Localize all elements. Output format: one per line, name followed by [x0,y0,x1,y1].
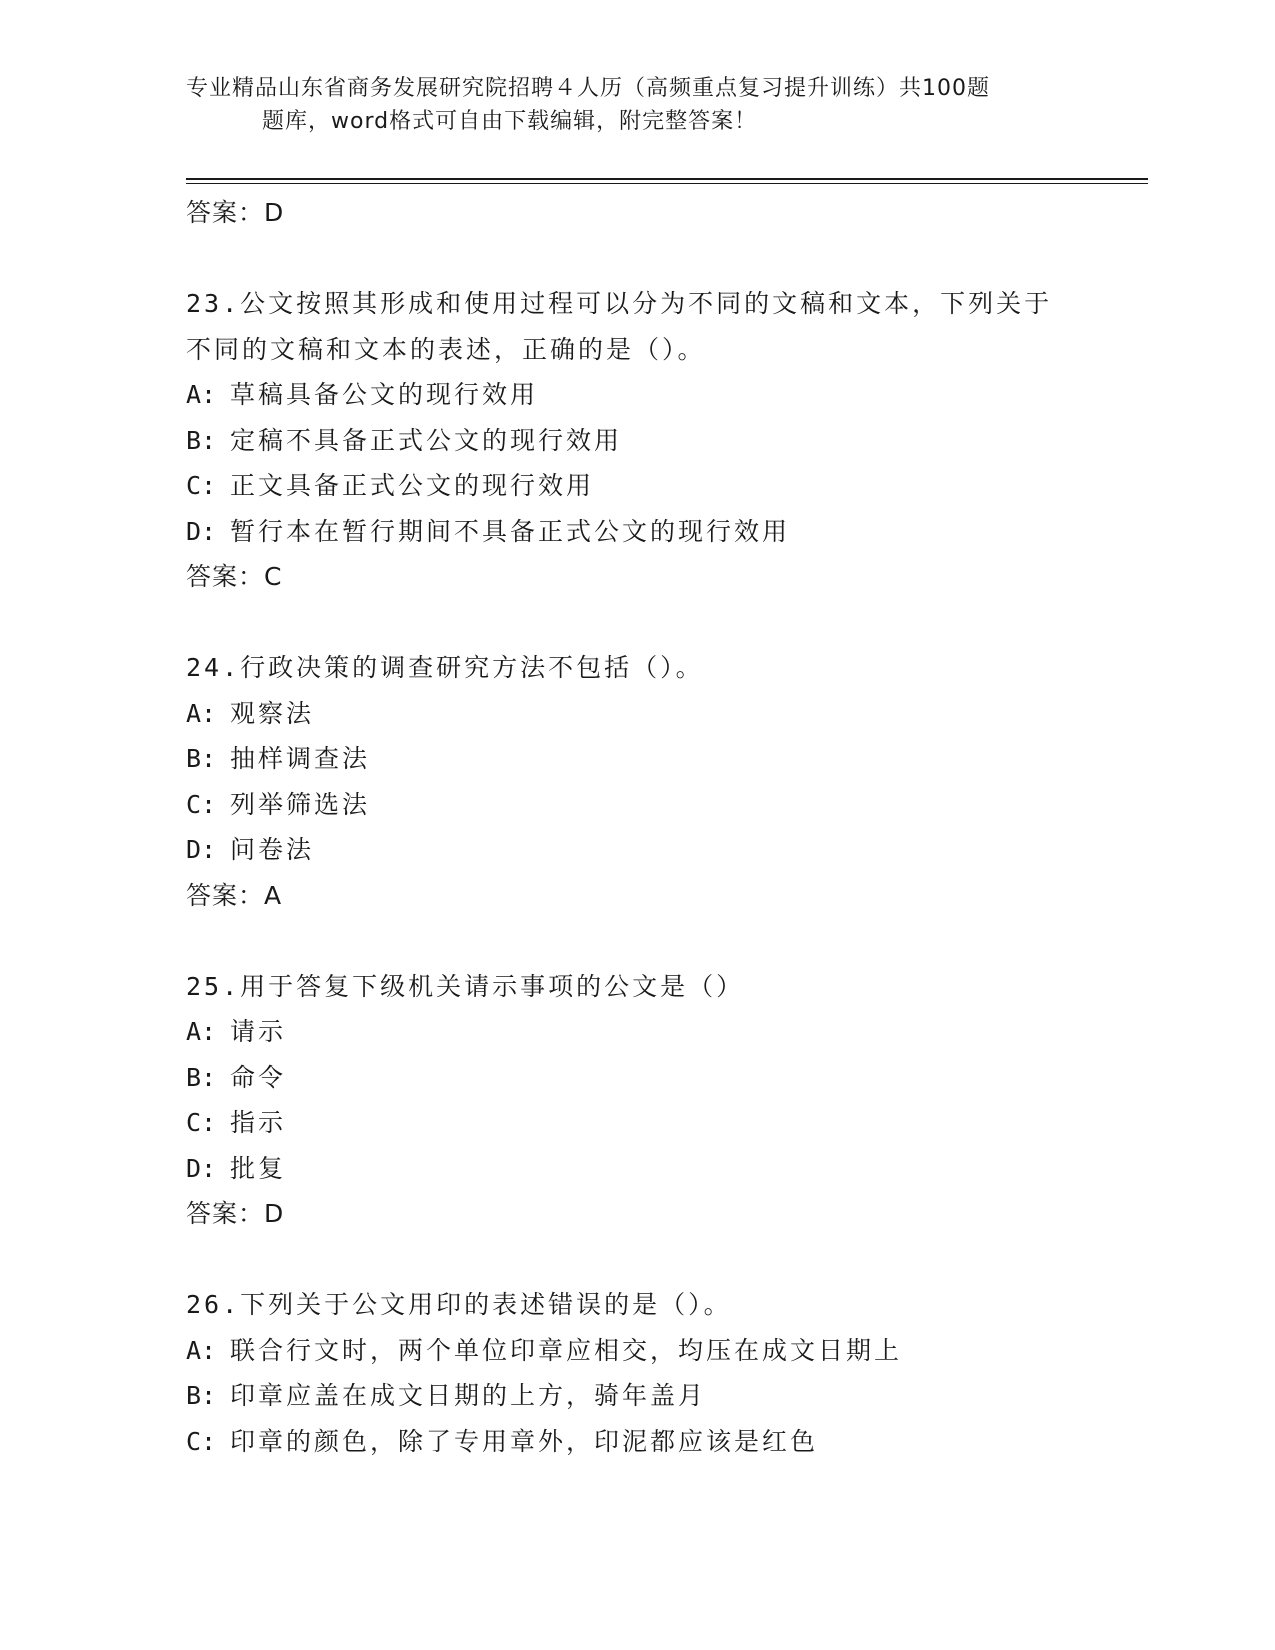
option-text: 联合行文时，两个单位印章应相交，均压在成文日期上 [230,1335,903,1365]
spacer [186,918,1146,964]
question-stem: 26.下列关于公文用印的表述错误的是（）。 [186,1290,732,1319]
option-a [186,1328,1146,1374]
option-c [186,782,1146,828]
option-b [186,1373,1146,1419]
option-text: 印章应盖在成文日期的上方，骑年盖月 [230,1381,707,1410]
option-letter: B: [186,1062,217,1092]
option-letter: C: [186,789,217,819]
option-c [186,1419,1146,1465]
option-b [186,1055,1146,1101]
option-letter: D: [186,1153,217,1183]
spacer [186,1237,1146,1283]
option-letter: C: [186,1108,217,1137]
question-stem: 23.公文按照其形成和使用过程可以分为不同的文稿和文本，下列关于 [186,289,1053,318]
answer-line: 答案：D [186,198,285,227]
option-letter: D: [186,516,217,546]
question-stem-cont: 不同的文稿和文本的表述，正确的是（）。 [186,334,706,364]
option-letter: A: [186,698,217,728]
option-text: 观察法 [230,698,315,728]
option-a [186,1009,1146,1055]
option-b [186,418,1146,464]
option-letter: D: [186,835,217,864]
option-letter: C: [186,471,217,500]
answer-line: 答案：C [186,562,283,591]
option-letter: A: [186,1335,217,1365]
option-text: 请示 [230,1017,287,1046]
option-text: 草稿具备公文的现行效用 [230,380,539,409]
option-text: 问卷法 [230,835,315,864]
document-body [186,190,1146,1464]
page-header [186,72,1086,138]
option-d [186,509,1146,555]
header-rule [186,178,1148,180]
answer-line: 答案：D [186,1199,285,1228]
option-letter: A: [186,380,217,409]
option-text: 列举筛选法 [230,789,371,819]
question-23 [186,281,1146,600]
option-d [186,1146,1146,1192]
header-rule-thin [186,183,1148,184]
option-text: 正文具备正式公文的现行效用 [230,471,595,500]
option-text: 批复 [230,1153,287,1183]
spacer [186,236,1146,282]
option-letter: C: [186,1426,217,1456]
option-text: 抽样调查法 [230,744,371,773]
spacer [186,600,1146,646]
option-letter: B: [186,1381,217,1410]
question-25 [186,964,1146,1237]
option-text: 印章的颜色，除了专用章外，印泥都应该是红色 [230,1426,819,1456]
question-24 [186,645,1146,918]
question-26 [186,1282,1146,1464]
option-text: 暂行本在暂行期间不具备正式公文的现行效用 [230,516,791,546]
question-stem: 24.行政决策的调查研究方法不包括（）。 [186,653,704,682]
option-a [186,372,1146,418]
header-line-1: 专业精品山东省商务发展研究院招聘４人历（高频重点复习提升训练）共100题 [186,76,990,101]
option-c [186,1100,1146,1146]
option-a [186,691,1146,737]
answer-line: 答案：A [186,880,283,910]
option-letter: B: [186,425,217,455]
option-c [186,463,1146,509]
option-letter: A: [186,1017,217,1046]
option-text: 命令 [230,1062,287,1092]
question-stem: 25.用于答复下级机关请示事项的公文是（） [186,971,745,1001]
option-d [186,827,1146,873]
option-letter: B: [186,744,217,773]
header-line-2: 题库，word格式可自由下载编辑，附完整答案！ [262,109,758,134]
option-text: 定稿不具备正式公文的现行效用 [230,425,623,455]
option-text: 指示 [230,1108,287,1137]
option-b [186,736,1146,782]
